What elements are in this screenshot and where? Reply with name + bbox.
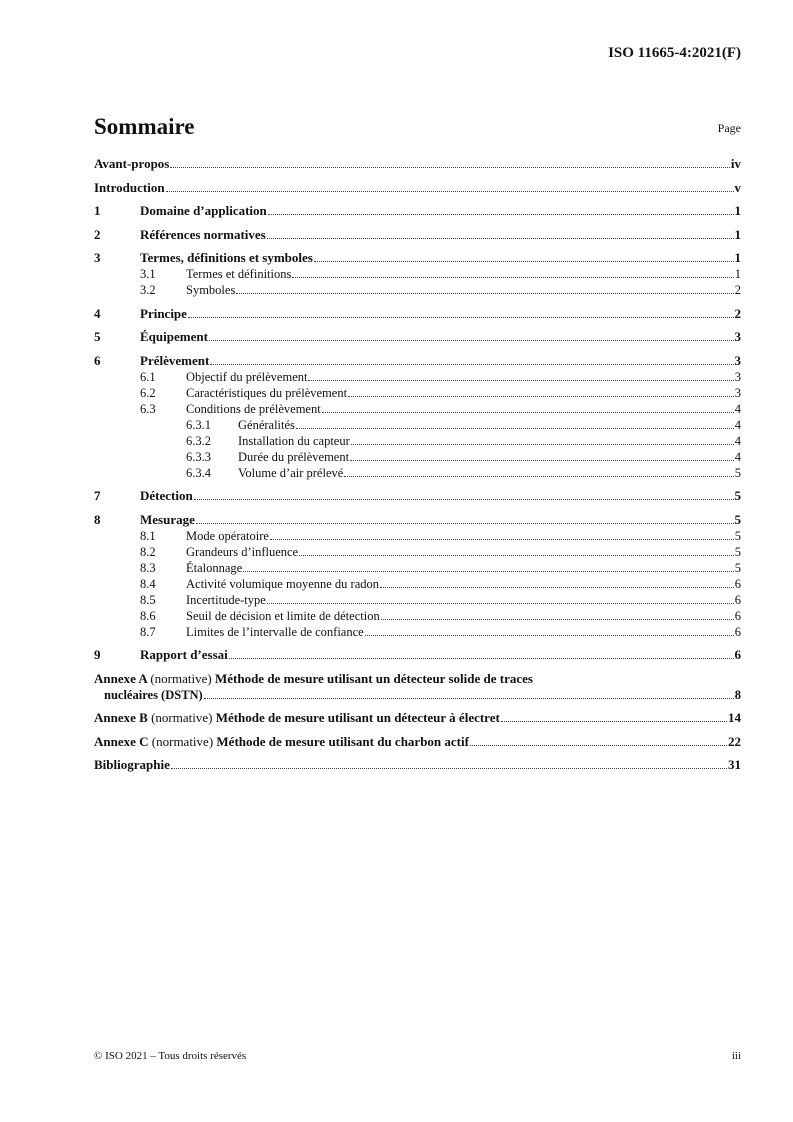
toc-entry[interactable] — [94, 465, 741, 481]
dot-leader — [296, 428, 734, 429]
section-page: 31 — [728, 757, 741, 772]
toc-entry[interactable] — [94, 156, 741, 172]
section-title: Grandeurs d’influence — [186, 544, 299, 559]
dot-leader — [243, 571, 734, 572]
dot-leader — [171, 768, 727, 769]
section-page: 6 — [734, 608, 741, 623]
toc-entry-bibliography[interactable] — [94, 757, 741, 773]
section-number: 9 — [94, 647, 101, 662]
section-title: Généralités — [238, 417, 295, 432]
section-title: Rapport d’essai — [140, 647, 228, 662]
section-page: 4 — [734, 449, 741, 464]
section-title: Termes, définitions et symboles — [140, 250, 313, 265]
section-page: 1 — [734, 203, 741, 218]
toc-entry[interactable] — [94, 203, 741, 219]
toc-entry[interactable] — [94, 560, 741, 576]
annex-type: (normative) — [151, 733, 214, 749]
section-title: Avant-propos — [94, 156, 170, 171]
annex-label: Annexe B — [94, 710, 148, 725]
section-title: Activité volumique moyenne du radon — [186, 576, 380, 591]
section-number: 4 — [94, 305, 101, 321]
page-number: iii — [731, 1050, 741, 1062]
section-page: iv — [730, 156, 741, 171]
section-page: v — [734, 179, 741, 195]
section-page: 6 — [734, 647, 741, 662]
dot-leader — [170, 167, 730, 168]
annex-type: (normative) — [151, 710, 213, 725]
toc-entry[interactable] — [94, 433, 741, 449]
section-title: Domaine d’application — [140, 203, 267, 218]
toc-entry[interactable] — [94, 353, 741, 369]
section-title: Volume d’air prélevé — [238, 465, 344, 480]
dot-leader — [470, 745, 727, 746]
dot-leader — [270, 539, 734, 540]
dot-leader — [188, 317, 734, 318]
section-title: Termes et définitions — [186, 267, 292, 281]
annex-title: Méthode de mesure utilisant un détecteur à électret — [215, 710, 500, 725]
section-title: Seuil de décision et limite de détection — [186, 608, 380, 623]
dot-leader — [166, 191, 734, 192]
toc-entry[interactable] — [94, 417, 741, 433]
dot-leader — [501, 721, 727, 722]
toc-entry[interactable] — [94, 282, 741, 298]
section-page: 6 — [734, 592, 741, 607]
section-title: Durée du prélèvement — [238, 449, 350, 464]
section-title: Principe — [140, 305, 187, 321]
section-page: 3 — [734, 369, 741, 384]
toc-entry[interactable] — [94, 385, 741, 401]
toc-entry[interactable] — [94, 512, 741, 528]
section-title: Incertitude-type — [186, 592, 266, 607]
toc-entry[interactable] — [94, 401, 741, 417]
section-page: 2 — [734, 305, 741, 321]
section-page: 5 — [734, 544, 741, 559]
dot-leader — [194, 499, 734, 500]
dot-leader — [348, 396, 734, 397]
dot-leader — [210, 364, 733, 365]
copyright: © ISO 2021 – Tous droits réservés — [94, 1050, 247, 1062]
toc-entry-annex[interactable] — [94, 671, 741, 703]
section-page: 2 — [734, 283, 741, 297]
annex-page: 22 — [728, 733, 741, 749]
section-title: Caractéristiques du prélèvement — [186, 385, 348, 400]
toc-entry[interactable] — [94, 449, 741, 465]
toc-entry[interactable] — [94, 369, 741, 385]
annex-title: Méthode de mesure utilisant un détecteur solide de traces — [214, 670, 533, 686]
section-page: 3 — [734, 329, 741, 344]
section-title: Prélèvement — [140, 352, 210, 368]
section-page: 5 — [734, 465, 741, 480]
toc-entry[interactable] — [94, 624, 741, 640]
toc-entry[interactable] — [94, 592, 741, 608]
section-page: 4 — [734, 417, 741, 432]
section-number: 6.3.2 — [186, 433, 211, 448]
footer — [94, 1050, 741, 1062]
dot-leader — [267, 603, 734, 604]
dot-leader — [365, 635, 734, 636]
toc-entry[interactable] — [94, 306, 741, 322]
section-title: Équipement — [140, 329, 208, 344]
dot-leader — [204, 698, 734, 699]
dot-leader — [322, 412, 734, 413]
section-title: Étalonnage — [186, 560, 243, 575]
section-page: 1 — [734, 250, 741, 265]
section-title: Conditions de prélèvement — [186, 401, 321, 416]
toc-entry[interactable] — [94, 180, 741, 196]
section-number: 8.2 — [140, 544, 156, 559]
dot-leader — [350, 460, 734, 461]
annex-title-continued: nucléaires (DSTN) — [104, 687, 203, 702]
toc-entry-annex[interactable] — [94, 710, 741, 726]
section-title: Limites de l’intervalle de confiance — [186, 624, 364, 639]
toc-entry[interactable] — [94, 647, 741, 663]
section-title: Références normatives — [140, 226, 266, 242]
section-number: 3.1 — [140, 267, 156, 281]
section-number: 6.3.3 — [186, 449, 211, 464]
section-title: Mesurage — [140, 511, 195, 527]
section-number: 8.3 — [140, 560, 156, 575]
section-page: 6 — [734, 576, 741, 591]
section-title: Bibliographie — [94, 757, 170, 772]
section-title: Détection — [140, 488, 193, 503]
section-number: 6.3.4 — [186, 465, 211, 480]
dot-leader — [381, 619, 734, 620]
dot-leader — [267, 238, 734, 239]
section-number: 8.5 — [140, 592, 156, 607]
dot-leader — [229, 658, 734, 659]
toc-entry[interactable] — [94, 544, 741, 560]
section-number: 8.7 — [140, 624, 156, 639]
section-number: 6.2 — [140, 385, 156, 400]
annex-page: 8 — [734, 687, 741, 702]
section-page: 1 — [734, 226, 741, 242]
dot-leader — [344, 476, 733, 477]
toc-entry-annex[interactable] — [94, 734, 741, 750]
dot-leader — [268, 214, 734, 215]
table-of-contents — [94, 156, 741, 773]
toc-entry[interactable] — [94, 608, 741, 624]
section-number: 6.3.1 — [186, 417, 211, 432]
section-number: 8.4 — [140, 576, 156, 591]
section-title: Installation du capteur — [238, 433, 350, 448]
section-title: Mode opératoire — [186, 528, 269, 543]
annex-label: Annexe C — [94, 733, 149, 749]
annex-type: (normative) — [150, 670, 212, 686]
section-number: 6.1 — [140, 369, 156, 384]
annex-page: 14 — [728, 710, 741, 725]
section-number: 1 — [94, 203, 101, 218]
section-number: 8.6 — [140, 608, 156, 623]
toc-entry[interactable] — [94, 329, 741, 345]
page-title: Sommaire — [94, 114, 195, 139]
section-number: 3.2 — [140, 283, 156, 297]
toc-entry[interactable] — [94, 488, 741, 504]
section-page: 5 — [734, 528, 741, 543]
annex-label: Annexe A — [94, 670, 148, 686]
section-number: 8 — [94, 511, 101, 527]
section-page: 1 — [734, 267, 741, 281]
annex-title: Méthode de mesure utilisant du charbon actif — [216, 733, 469, 749]
section-number: 7 — [94, 488, 101, 503]
dot-leader — [292, 277, 733, 278]
dot-leader — [308, 380, 733, 381]
section-page: 4 — [734, 401, 741, 416]
toc-entry[interactable] — [94, 227, 741, 243]
section-page: 5 — [734, 488, 741, 503]
section-page: 3 — [734, 385, 741, 400]
section-number: 2 — [94, 226, 101, 242]
toc-entry[interactable] — [94, 266, 741, 282]
section-number: 8.1 — [140, 528, 156, 543]
page-column-label: Page — [717, 121, 741, 135]
section-page: 3 — [734, 352, 741, 368]
section-title: Objectif du prélèvement — [186, 369, 308, 384]
dot-leader — [236, 293, 733, 294]
toc-entry[interactable] — [94, 528, 741, 544]
section-number: 5 — [94, 329, 101, 344]
dot-leader — [380, 587, 734, 588]
section-page: 5 — [734, 560, 741, 575]
section-title: Symboles — [186, 283, 236, 297]
toc-entry[interactable] — [94, 576, 741, 592]
dot-leader — [209, 340, 734, 341]
section-number: 6.3 — [140, 401, 156, 416]
document-id: ISO 11665-4:2021(F) — [608, 45, 741, 61]
section-page: 6 — [734, 624, 741, 639]
section-page: 4 — [734, 433, 741, 448]
section-title: Introduction — [94, 179, 165, 195]
section-number: 3 — [94, 250, 101, 265]
dot-leader — [299, 555, 734, 556]
toc-entry[interactable] — [94, 250, 741, 266]
section-number: 6 — [94, 352, 101, 368]
section-page: 5 — [734, 511, 741, 527]
dot-leader — [351, 444, 734, 445]
dot-leader — [196, 523, 734, 524]
dot-leader — [314, 261, 734, 262]
